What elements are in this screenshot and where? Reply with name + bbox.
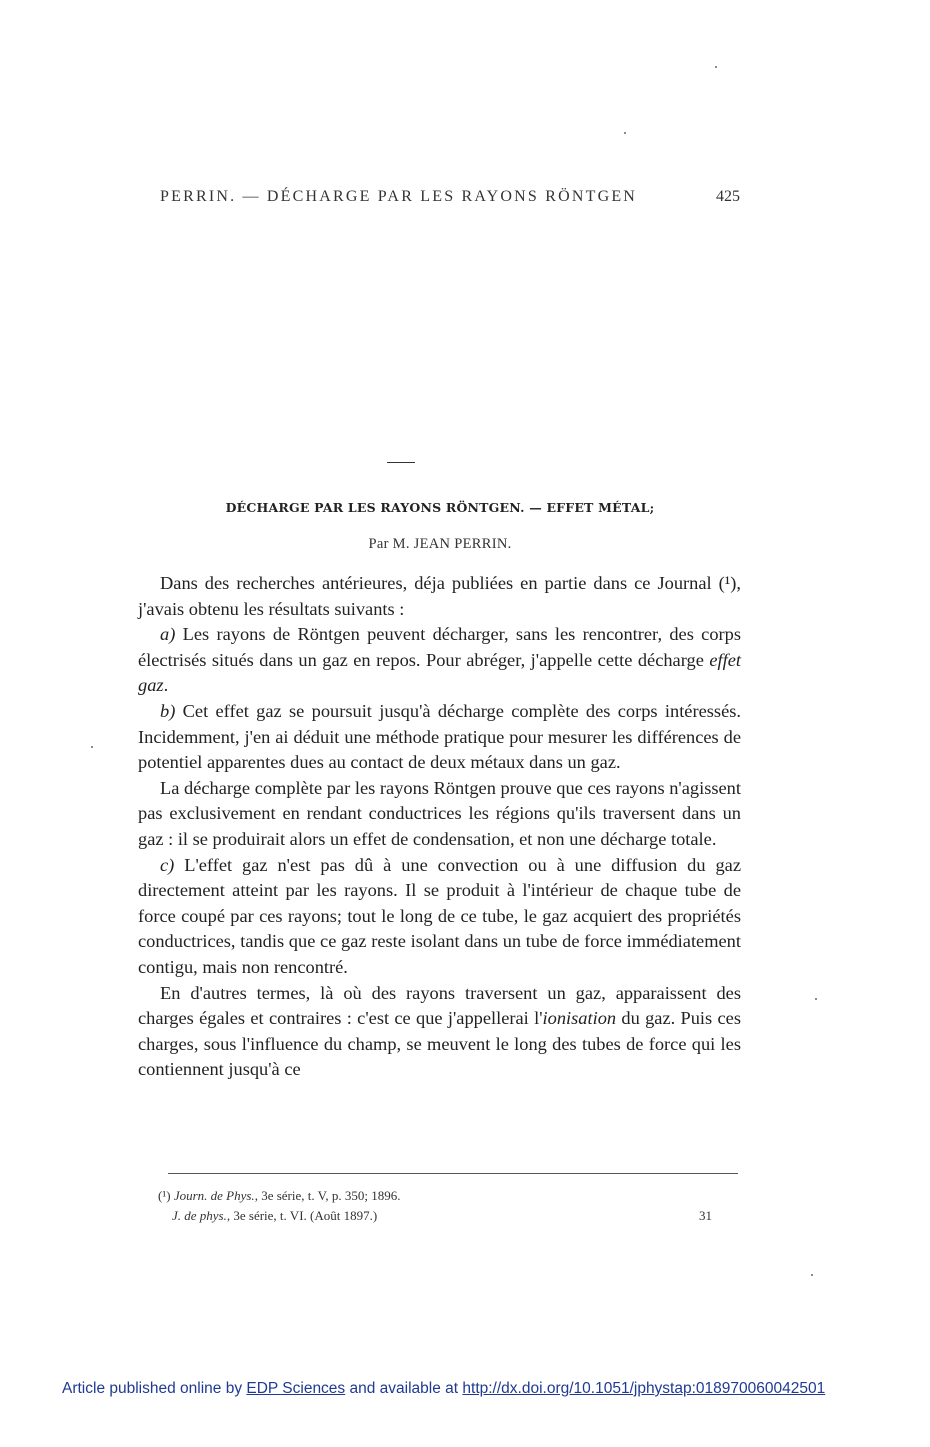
scan-speck xyxy=(624,132,626,134)
article-body xyxy=(138,571,741,1083)
scan-speck xyxy=(811,1274,813,1276)
item-marker-b: b) xyxy=(160,700,176,721)
footnote-reference: , 3e série, t. V, p. 350; 1896. xyxy=(254,1188,401,1203)
paragraph-2: a) Les rayons de Röntgen peuvent décharger, sans les rencontrer, des corps électrisés situés dans un gaz en repos. Pour abréger, j'appelle cette décharge effet gaz. xyxy=(138,624,741,696)
item-marker-c: c) xyxy=(160,854,175,875)
paragraph-4: La décharge complète par les rayons Röntgen prouve que ces rayons n'agissent pas exclusivement en rendant conductrices les régions qu'ils traversent dans un gaz : il se produirait alors un effet de condensation, et non une décharge totale. xyxy=(138,777,741,849)
term-effet-gaz: effet gaz xyxy=(138,649,741,696)
item-marker-a: a) xyxy=(160,624,176,645)
footnote-marker: (¹) xyxy=(158,1188,171,1203)
paragraph-6: En d'autres termes, là où des rayons traversent un gaz, apparaissent des charges égales et contraires : c'est ce que j'appellerai l'ionisation du gaz. Puis ces charges, sous l'influence du champ, se meuvent le long des tubes de force qui les contiennent jusqu'à ce xyxy=(138,982,741,1080)
paragraph-3: b) Cet effet gaz se poursuit jusqu'à décharge complète des corps intéressés. Incidemment, j'en ai déduit une méthode pratique pour mesurer les différences de potentiel apparentes dues au contact de deux métaux dans un gaz. xyxy=(138,700,741,773)
doi-link[interactable]: http://dx.doi.org/10.1051/jphystap:018970060042501 xyxy=(462,1380,826,1397)
paragraph-1: Dans des recherches antérieures, déja publiées en partie dans ce Journal (¹), j'avais obtenu les résultats suivants : xyxy=(138,573,741,619)
running-head-title: PERRIN. — DÉCHARGE PAR LES RAYONS RÖNTGEN xyxy=(160,188,638,205)
scan-speck xyxy=(815,998,817,1000)
scan-speck xyxy=(91,746,93,748)
publisher-notice: Article published online by EDP Sciences and available at http://dx.doi.org/10.1051/jphystap:018970060042501 xyxy=(62,1380,826,1397)
footnote xyxy=(158,1186,718,1206)
sheet-number: 31 xyxy=(699,1208,712,1223)
author-byline: Par M. JEAN PERRIN. xyxy=(368,536,512,552)
journal-volume: , 3e série, t. VI. (Août 1897.) xyxy=(226,1208,378,1223)
journal-name: J. de phys. xyxy=(172,1208,227,1223)
scan-speck xyxy=(715,66,717,68)
footnote-journal: Journ. de Phys. xyxy=(173,1188,255,1203)
title-separator-rule xyxy=(387,462,415,463)
footnote-rule xyxy=(168,1173,738,1174)
page-number: 425 xyxy=(716,188,740,205)
journal-signature-line xyxy=(172,1208,712,1224)
edp-sciences-link[interactable]: EDP Sciences xyxy=(246,1380,346,1397)
paragraph-5: c) L'effet gaz n'est pas dû à une convection ou à une diffusion du gaz directement atteint par les rayons. Il se produit à l'intérieur de chaque tube de force coupé par ces rayons; tout le long de ce tube, le gaz acquiert des propriétés conductrices, tandis que ce gaz reste isolant dans un tube de force immédiatement contigu, mais non rencontré. xyxy=(138,854,741,977)
running-head xyxy=(160,188,740,206)
term-ionisation: ionisation xyxy=(542,1008,617,1029)
article-title: DÉCHARGE PAR LES RAYONS RÖNTGEN. — EFFET MÉTAL; xyxy=(225,500,655,515)
